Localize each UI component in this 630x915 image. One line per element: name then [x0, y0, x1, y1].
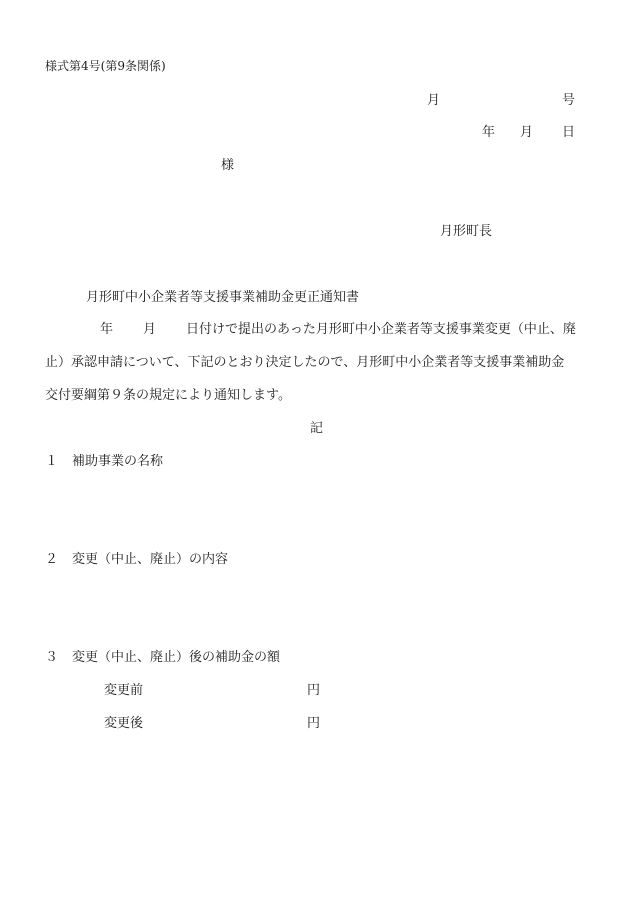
amount-after-label: 変更後	[104, 716, 144, 731]
body-year-label: 年	[100, 322, 114, 337]
item-label-subsidy-amount: 変更（中止、廃止）後の補助金の額	[72, 650, 281, 665]
addressee-honorific: 様	[221, 158, 235, 173]
ki-heading: 記	[310, 421, 324, 436]
doc-number-month-label: 月	[427, 93, 441, 108]
item-number: ３	[45, 650, 59, 665]
body-line-1	[100, 322, 576, 338]
date-day-label: 日	[562, 125, 576, 140]
item-label-change-content: 変更（中止、廃止）の内容	[72, 552, 229, 567]
item-number: １	[45, 454, 59, 469]
item-label-project-name: 補助事業の名称	[72, 454, 164, 469]
amount-before-unit: 円	[307, 683, 321, 698]
date-month-label: 月	[520, 125, 534, 140]
sender-name: 月形町長	[440, 224, 493, 239]
form-number: 様式第4号(第9条関係)	[45, 59, 166, 73]
document-title: 月形町中小企業者等支援事業補助金更正通知書	[86, 290, 360, 305]
amount-after-unit: 円	[307, 716, 321, 731]
body-line-3: 交付要綱第９条の規定により通知します。	[45, 388, 291, 403]
doc-number-label: 号	[562, 93, 576, 108]
body-line-1-text: 日付けで提出のあった月形町中小企業者等支援事業変更（中止、廃	[186, 322, 576, 337]
body-month-label: 月	[143, 322, 157, 337]
date-year-label: 年	[482, 125, 496, 140]
amount-before-label: 変更前	[104, 683, 144, 698]
body-line-2: 止）承認申請について、下記のとおり決定したので、月形町中小企業者等支援事業補助金	[45, 355, 565, 370]
item-number: ２	[45, 552, 59, 567]
